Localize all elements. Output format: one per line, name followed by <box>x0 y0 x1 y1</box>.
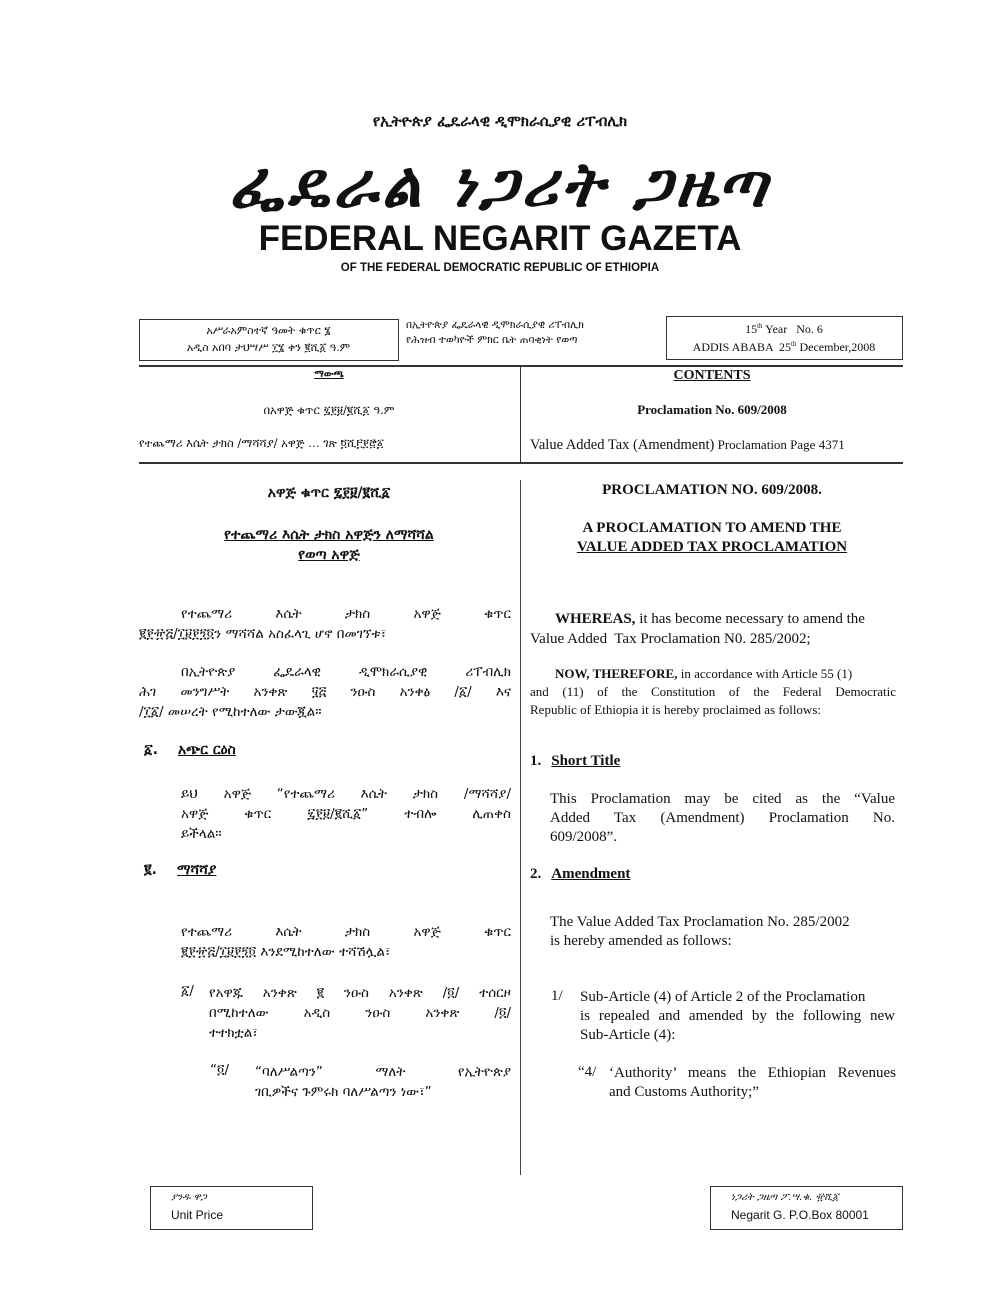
definition-body-amharic: “ባለሥልጣን” ማለት የኢትዮጵያ ገቢዎችና ጉምሩክ ባለሥልጣን ነው፣” <box>255 1064 511 1100</box>
issue-box-english <box>666 316 903 360</box>
contents-heading-english: CONTENTS <box>673 368 751 383</box>
sub-article-1-number-amharic: ፩/ <box>181 983 194 999</box>
pobox-english: Negarit G. P.O.Box 80001 <box>731 1208 869 1222</box>
issue-authority-text <box>406 318 666 348</box>
definition-body-english: ‘Authority’ means the Ethiopian Revenues and Customs Authority;” <box>609 1065 896 1100</box>
contents-entry-english: Value Added Tax (Amendment) Proclamation Page 4371 <box>530 437 845 453</box>
preamble-therefore-english: NOW, THEREFORE, in accordance with Article 55 (1) and (11) of the Constitution of the Federal Democratic Republic of Ethiopia it is hereby proclaimed as follows: <box>530 666 896 717</box>
contents-proclamation-english: Proclamation No. 609/2008 <box>637 402 787 417</box>
issue-authority-line-2: የሕዝብ ተወካዮች ምክር ቤት ጠባቂነት የወጣ <box>406 334 578 346</box>
issue-authority-line-1: በኢትዮጵያ ፌዴራላዊ ዲሞክራሲያዊ ሪፐብሊክ <box>406 319 584 331</box>
section-2-body-english: The Value Added Tax Proclamation No. 285/2002 is hereby amended as follows: <box>550 914 850 949</box>
issue-year-number-english: 15th Year No. 6 <box>745 322 823 336</box>
contents-entry-amharic: የተጨማሪ እሴት ታክስ /ማሻሻያ/ አዋጅ … ገጽ ፬ሺ፫፻፸፩ <box>139 436 384 450</box>
preamble-whereas-english: WHEREAS, it has become necessary to amend the Value Added Tax Proclamation N0. 285/2002; <box>530 611 865 647</box>
contents-top-rule <box>139 365 903 367</box>
unit-price-box <box>150 1186 313 1230</box>
contents-bottom-rule <box>139 462 903 464</box>
proclamation-title-english: PROCLAMATION NO. 609/2008. <box>602 482 822 498</box>
definition-number-english: “4/ <box>578 1064 597 1080</box>
column-divider <box>520 480 521 1175</box>
issue-date-english: ADDIS ABABA 25th December,2008 <box>692 340 876 354</box>
proclamation-heading-english: A PROCLAMATION TO AMEND THE VALUE ADDED TAX PROCLAMATION <box>576 520 848 555</box>
section-1-heading-amharic: ፩. አጭር ርዕስ <box>144 742 236 758</box>
republic-name-amharic: የኢትዮጵያ ፌዴራላዊ ዲሞክራሲያዊ ሪፐብሊክ <box>372 112 628 130</box>
proclamation-title-amharic: አዋጅ ቁጥር ፯፻፱/፪ሺ፩ <box>267 485 391 501</box>
issue-date-amharic: አዲስ አበባ ታህሣሥ ፲፮ ቀን ፪ሺ፩ ዓ.ም <box>186 341 351 354</box>
gazette-name-amharic: ፌዴራል ነጋሪት ጋዜጣ <box>229 148 771 221</box>
preamble-whereas-amharic: የተጨማሪ እሴት ታክስ አዋጅ ቁጥር ፪፻፹፭/፲፱፻፺፬ን ማሻሻል አስፈላጊ ሆኖ በመገኘቱ፣ <box>139 606 511 642</box>
section-1-heading-english: 1. Short Title <box>530 753 621 769</box>
contents-proclamation-amharic: በአዋጅ ቁጥር ፯፻፱/፪ሺ፩ ዓ.ም <box>263 403 395 417</box>
gazette-subtitle: OF THE FEDERAL DEMOCRATIC REPUBLIC OF ETHIOPIA <box>340 262 660 274</box>
definition-number-amharic: “፬/ <box>210 1062 230 1078</box>
section-1-body-english: This Proclamation may be cited as the “Value Added Tax (Amendment) Proclamation No. 609/2008”. <box>550 791 895 845</box>
pobox-box <box>710 1186 903 1230</box>
proclamation-heading-amharic: የተጨማሪ እሴት ታክስ አዋጅን ለማሻሻል የወጣ አዋጅ <box>224 527 434 563</box>
sub-article-1-body-english: Sub-Article (4) of Article 2 of the Proclamation is repealed and amended by the following new Sub-Article (4): <box>580 989 895 1043</box>
pobox-amharic: ነጋሪት ጋዜጣ ፖ.ሣ.ቁ. ፹ሺ፩ <box>731 1192 839 1203</box>
contents-divider <box>520 366 521 462</box>
gazette-name-english: FEDERAL NEGARIT GAZETA <box>258 219 742 258</box>
section-2-body-amharic: የተጨማሪ እሴት ታክስ አዋጅ ቁጥር ፪፻፹፭/፲፱፻፺፬ እንደሚከተለው ተሻሽሏል፣ <box>181 924 511 960</box>
contents-heading-amharic: ማውጫ <box>314 369 344 380</box>
preamble-therefore-amharic: በኢትዮጵያ ፌዴራላዊ ዲሞክራሲያዊ ሪፐብሊክ ሕገ መንግሥት አንቀጽ ፶፭ ንዑስ አንቀፅ /፩/ እና /፲፩/ መሠረት የሚከተለው ታውጇል። <box>139 664 511 720</box>
sub-article-1-number-english: 1/ <box>551 988 563 1004</box>
section-2-heading-amharic: ፪. ማሻሻያ <box>144 862 217 878</box>
section-2-heading-english: 2. Amendment <box>530 866 631 882</box>
issue-year-number-amharic: አሥራአምስተኛ ዓመት ቁጥር ፮ <box>206 324 331 337</box>
unit-price-amharic: ያንዱ ዋጋ <box>171 1192 207 1203</box>
issue-box-amharic <box>139 319 399 361</box>
unit-price-english: Unit Price <box>171 1208 224 1222</box>
sub-article-1-body-amharic: የአዋጁ አንቀጽ ፪ ንዑስ አንቀጽ /፬/ ተሰርዞ በሚከተለው አዲስ ንዑስ አንቀጽ /፬/ ተተክቷል፣ <box>209 985 511 1041</box>
section-1-body-amharic: ይህ አዋጅ “የተጨማሪ እሴት ታክስ /ማሻሻያ/ አዋጅ ቁጥር ፯፻፱/፪ሺ፩” ተብሎ ሊጠቀስ ይችላል። <box>181 786 511 842</box>
